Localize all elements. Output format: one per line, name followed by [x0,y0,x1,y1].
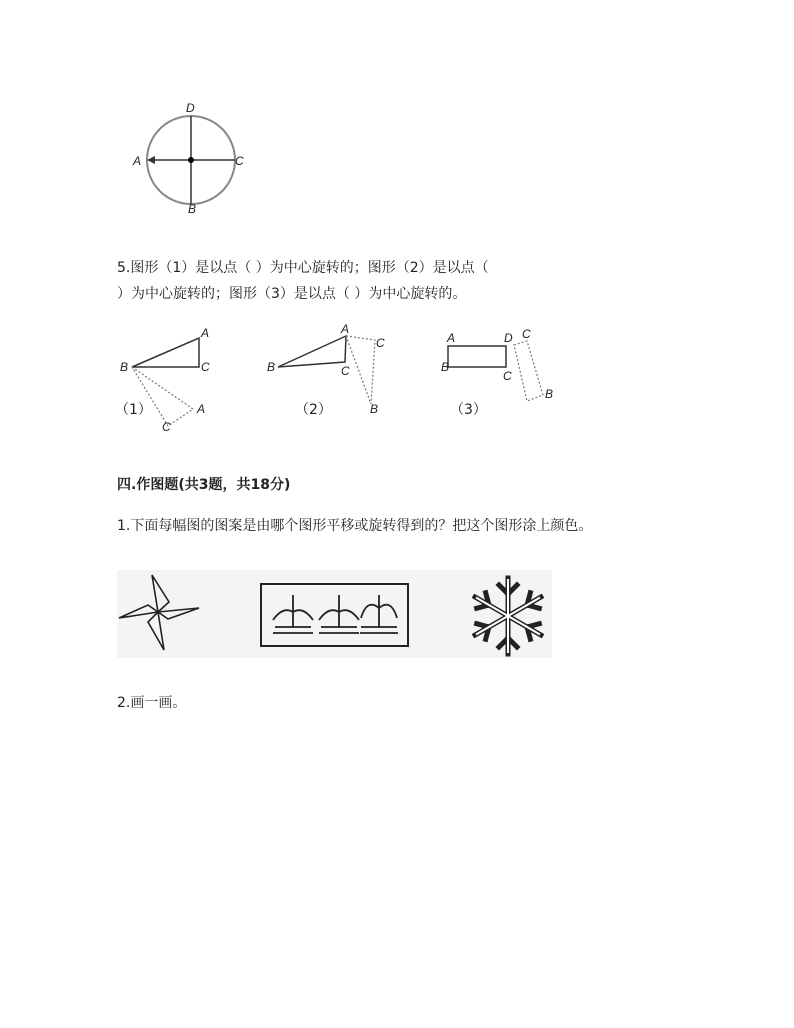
figure-2 [267,322,385,418]
figure-1 [115,326,210,434]
figure-2-label-c: C [341,364,350,378]
figure-1-label-c-rotated: C [162,420,171,434]
figure-2-label-c-rotated: C [376,336,385,350]
figure-1-label-a-rotated: A [197,402,206,416]
question-5-line-2: ）为中心旋转的；图形（3）是以点（ ）为中心旋转的。 [117,286,467,302]
figure-1-label-a: A [201,326,210,340]
label-c: C [235,154,244,168]
figure-3-label-c: C [503,369,512,383]
arrow-head [147,156,155,164]
figure-2-label-b-rotated: B [370,402,379,416]
figure-1-label-b: B [120,360,129,374]
label-b: B [188,202,197,216]
figure-3-label-b-rotated: B [545,387,554,401]
figure-3-label-d: D [504,331,513,345]
rotation-figures [110,318,580,440]
center-point [188,157,194,163]
figure-1-triangle [132,338,199,367]
question-5-line-1: 5.图形（1）是以点（ ）为中心旋转的；图形（2）是以点（ [117,260,489,276]
question-1-text: 1.下面每幅图的图案是由哪个图形平移或旋转得到的？把这个图形涂上颜色。 [117,518,593,534]
figure-2-label-a: A [341,322,350,336]
figure-2-label-b: B [267,360,276,374]
figure-2-caption: （2） [295,402,332,418]
figure-2-triangle [278,336,346,367]
figure-3-label-a: A [447,331,456,345]
figure-1-label-c: C [201,360,210,374]
figure-3-rectangle [448,346,506,367]
question-5-text [117,255,677,307]
figure-1-caption: （1） [115,402,152,418]
figure-3-rotated-rectangle [514,341,543,401]
figure-3-label-b: B [441,360,450,374]
figure-3 [441,327,553,418]
figure-2-rotated-triangle [346,336,375,404]
circle-diagram [120,95,260,220]
section-4-title: 四.作图题(共3题，共18分) [117,477,291,493]
label-d: D [186,101,195,115]
pattern-images [117,570,552,660]
figure-3-caption: （3） [450,402,487,418]
question-2-text: 2.画一画。 [117,695,187,711]
label-a: A [133,154,142,168]
figure-3-label-c-rotated: C [522,327,531,341]
